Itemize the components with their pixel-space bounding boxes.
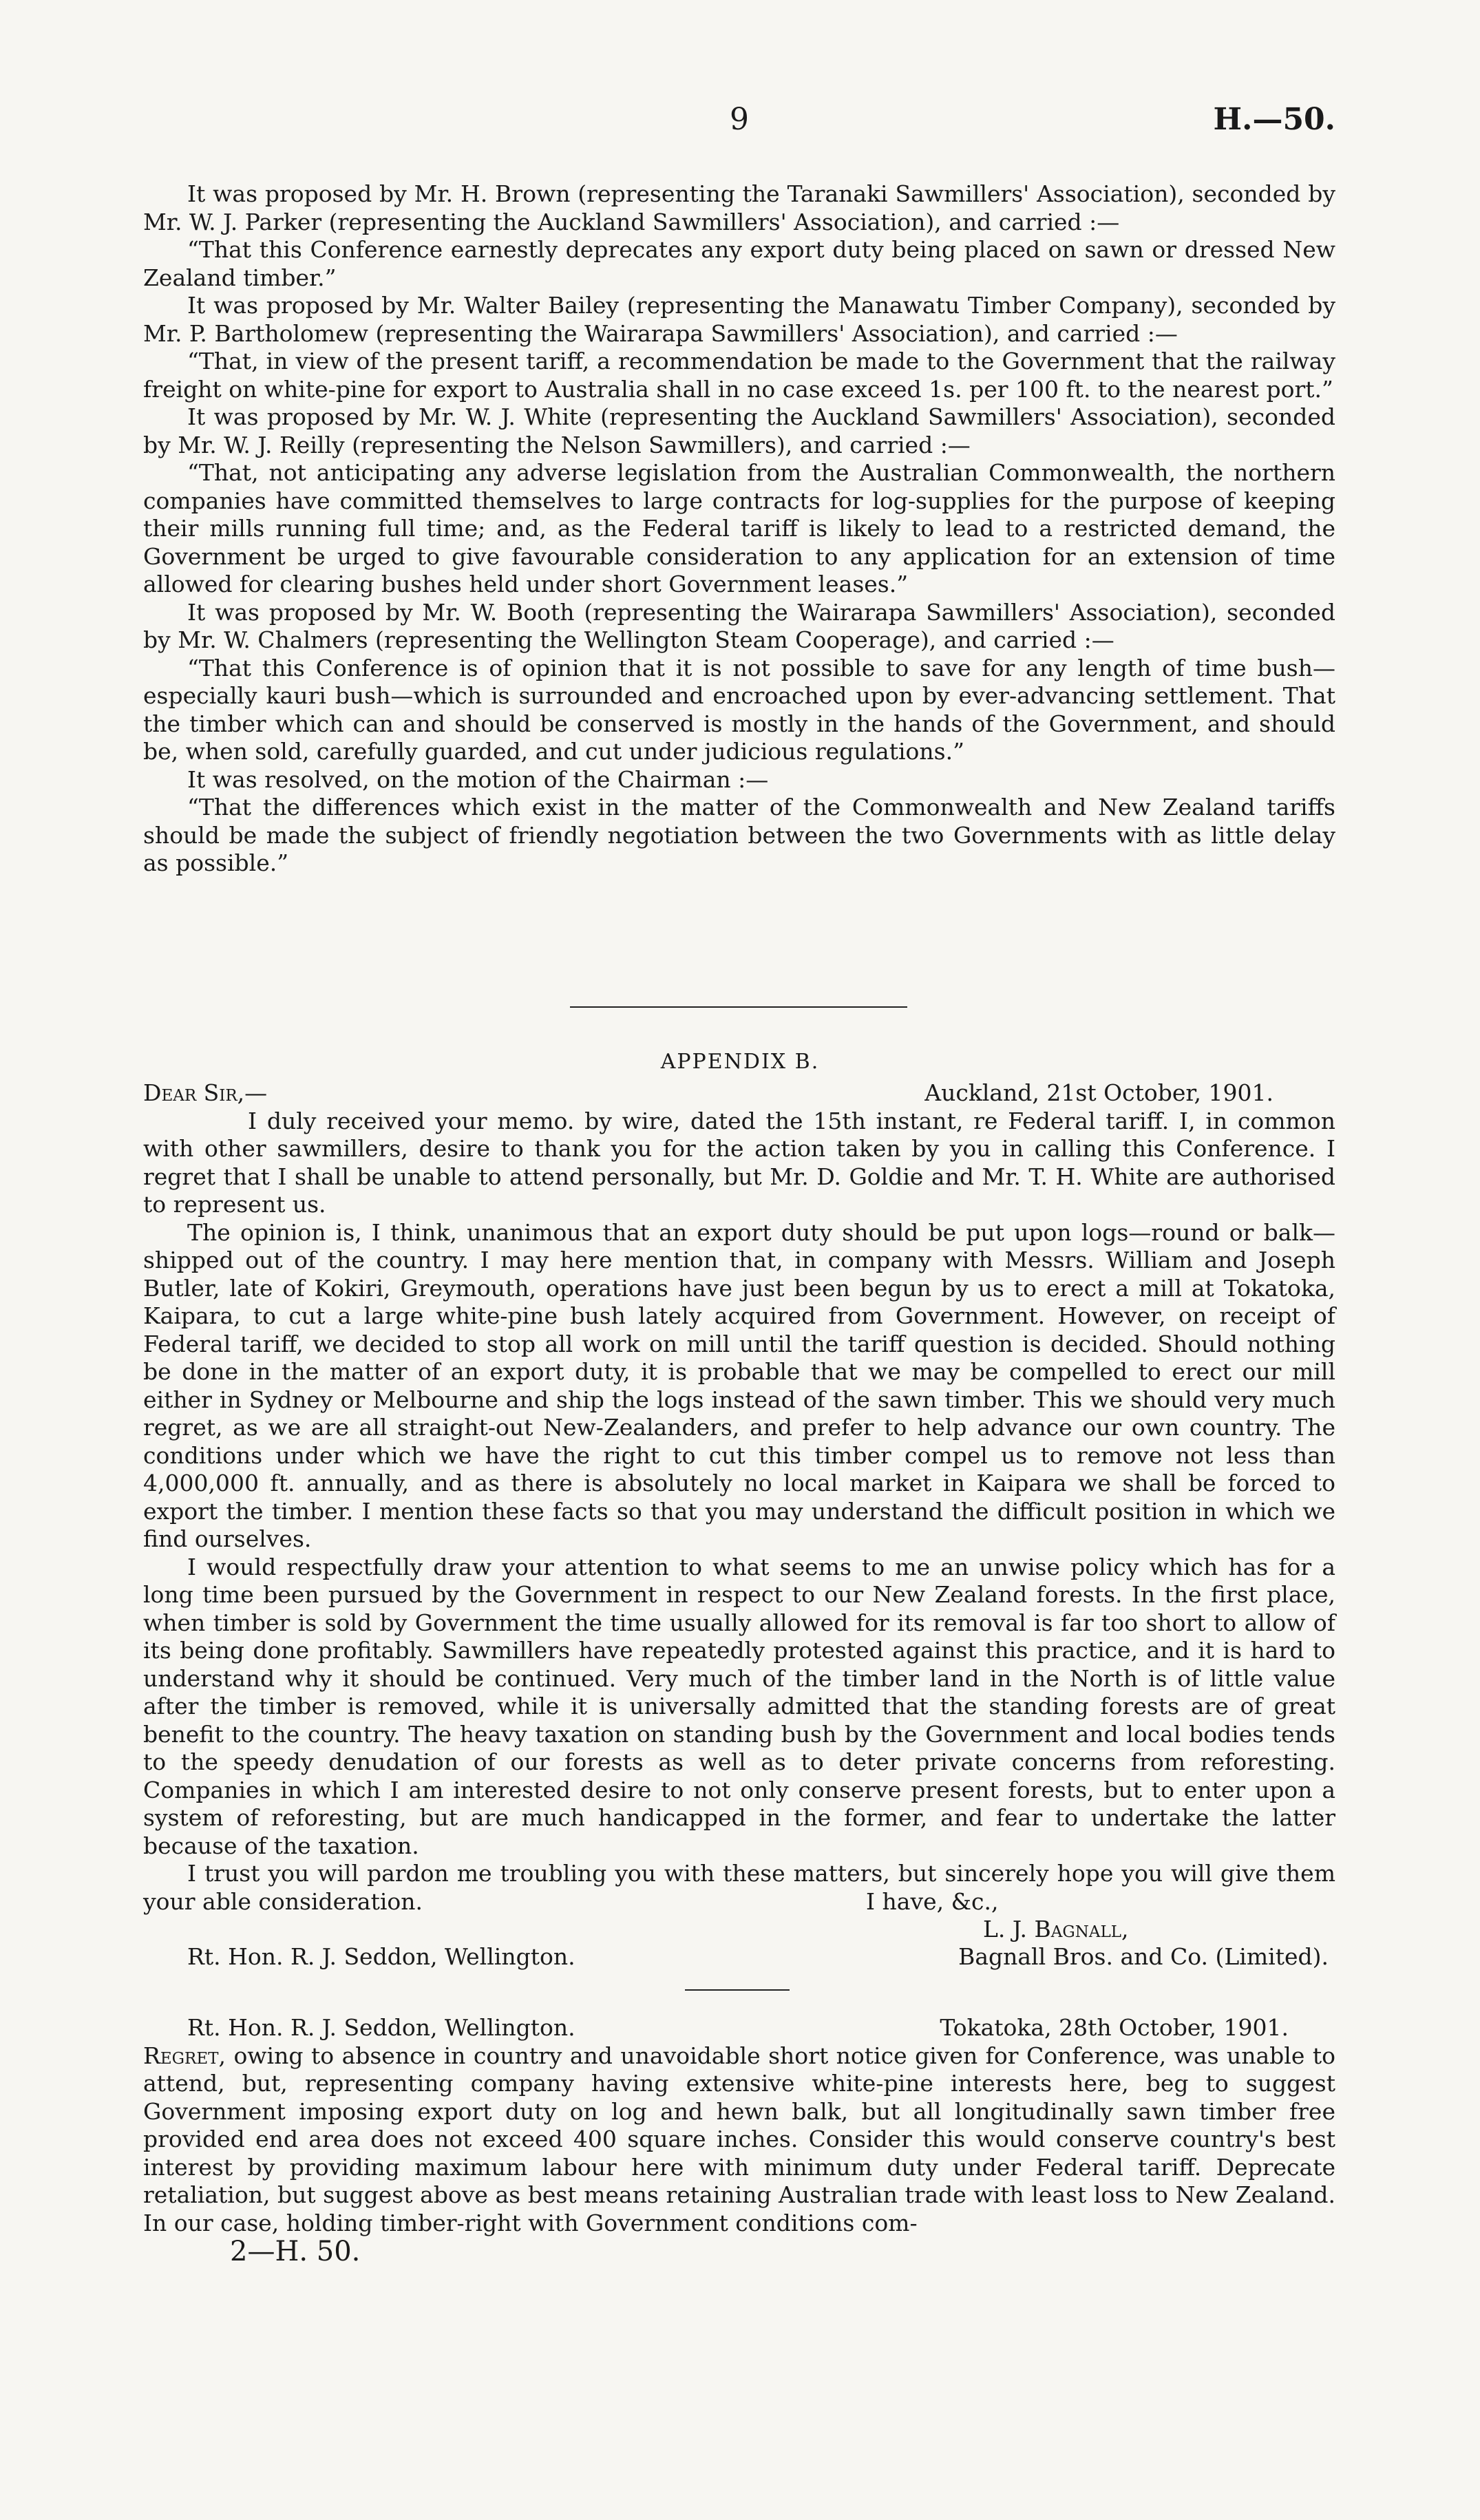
motion-paragraph: It was proposed by Mr. H. Brown (representing the Taranaki Sawmillers' Association), seconded by Mr. W. J. Parker (representing the Auckland Sawmillers' Association), and carried :— [143,180,1335,235]
proceedings-section [143,180,1335,878]
letter-divider [685,1989,790,1991]
resolution-paragraph: “That the differences which exist in the matter of the Commonwealth and New Zealand tariffs should be made the subject of friendly negotiation between the two Governments with as little delay as possible.” [143,794,1335,876]
addressee: Rt. Hon. R. J. Seddon, Wellington. [187,1943,575,1970]
letter-paragraph: I trust you will pardon me troubling you with these matters, but sincerely hope you will give them your able consideration. [143,1860,1335,1915]
telegram-paragraph [143,2042,1335,2238]
letter-paragraph: I duly received your memo. by wire, dated the 15th instant, re Federal tariff. I, in common with other sawmillers, desire to thank you for the action taken by you in calling this Conference. I regret that I shall be unable to attend personally, but Mr. D. Goldie and Mr. T. H. White are authorised to represent us. [143,1107,1335,1218]
letter-one [143,1079,1335,1971]
first-word: Regret, [143,2042,226,2069]
motion-paragraph: It was resolved, on the motion of the Chairman :— [187,765,769,793]
signature-mark: 2—H. 50. [230,2236,361,2267]
motion-paragraph: It was proposed by Mr. Walter Bailey (representing the Manawatu Timber Company), seconded by Mr. P. Bartholomew (representing the Wairarapa Sawmillers' Association), and carried :— [143,292,1335,347]
resolution-paragraph: “That this Conference earnestly deprecates any export duty being placed on sawn or dressed New Zealand timber.” [143,236,1335,291]
addressee-row [143,1943,1335,1971]
motion-paragraph: It was proposed by Mr. W. J. White (representing the Auckland Sawmillers' Association), seconded by Mr. W. J. Reilly (representing the Nelson Sawmillers), and carried :— [143,403,1335,458]
closing-row [143,1888,1335,1943]
document-code: H.—50. [1213,102,1335,137]
addressee: Rt. Hon. R. J. Seddon, Wellington. [187,2014,575,2041]
letter-paragraph: The opinion is, I think, unanimous that an export duty should be put upon logs—round or balk—shipped out of the country. I may here mention that, in company with Messrs. William and Joseph Butler, late of Kokiri, Greymouth, operations have just been begun by us to erect a mill at Tokatoka, Kaipara, to cut a large white-pine bush lately acquired from Government. However, on receipt of Federal tariff, we decided to stop all work on mill until the tariff question is decided. Should nothing be done in the matter of an export duty, it is probable that we may be compelled to erect our mill either in Sydney or Melbourne and ship the logs instead of the sawn timber. This we should very much regret, as we are all straight-out New-Zealanders, and prefer to help advance our own country. The conditions under which we have the right to cut this timber compel us to remove not less than 4,000,000 ft. annually, and as there is absolutely no local market in Kaipara we shall be forced to export the timber. I mention these facts so that you may understand the difficult position in which we find ourselves. [143,1218,1335,1552]
place-date: Auckland, 21st October, 1901. [924,1079,1273,1106]
salutation: Dear Sir,— [143,1079,268,1106]
closing: I have, &c., [866,1888,999,1915]
resolution-paragraph: “That this Conference is of opinion that it is not possible to save for any length of time bush—especially kauri bush—which is surrounded and encroached upon by ever-advancing settlement. That the timber which can and should be conserved is mostly in the hands of the Government, and should be, when sold, carefully guarded, and cut under judicious regulations.” [143,654,1335,765]
telegram-body: owing to absence in country and unavoidable short notice given for Conference, was unable to attend, but, representing company having extensive white-pine interests here, beg to suggest Government imposing export duty on log and hewn balk, but all longitudinally sawn timber free provided end area does not exceed 400 square inches. Consider this would conserve country's best interest by providing maximum labour here with minimum duty under Federal tariff. Deprecate retaliation, but suggest above as best means retaining Australian trade with least loss to New Zealand. In our case, holding timber-right with Government conditions com- [143,2042,1335,2236]
letter-heading-row [143,1079,1335,1108]
resolution-paragraph: “That, in view of the present tariff, a recommendation be made to the Government that the railway freight on white-pine for export to Australia shall in no case exceed 1s. per 100 ft. to the nearest port.” [143,348,1335,403]
motion-paragraph: It was proposed by Mr. W. Booth (representing the Wairarapa Sawmillers' Association), seconded by Mr. W. Chalmers (representing the Wellington Steam Cooperage), and carried :— [143,598,1335,653]
letter-paragraph: I would respectfully draw your attention to what seems to me an unwise policy which has for a long time been pursued by the Government in respect to our New Zealand forests. In the first place, when timber is sold by Government the time usually allowed for its removal is far too short to allow of its being done profitably. Sawmillers have repeatedly protested against this practice, and it is hard to understand why it should be continued. Very much of the timber land in the North is of little value after the timber is removed, while it is universally admitted that the standing forests are of great benefit to the country. The heavy taxation on standing bush by the Government and local bodies tends to the speedy denudation of our forests as well as to deter private concerns from reforesting. Companies in which I am interested desire to not only conserve present forests, but to enter upon a system of reforesting, but are much handicapped in the former, and fear to undertake the latter because of the taxation. [143,1553,1335,1859]
page-number: 9 [730,102,749,137]
letter-heading-row [143,2014,1335,2042]
letter-two [143,2014,1335,2237]
resolution-paragraph: “That, not anticipating any adverse legislation from the Australian Commonwealth, the northern companies have committed themselves to large contracts for log-supplies for the purpose of keeping their mills running full time; and, as the Federal tariff is likely to lead to a restricted demand, the Government be urged to give favourable consideration to any application for an extension of time allowed for clearing bushes held under short Government leases.” [143,459,1335,597]
appendix-title: APPENDIX B. [660,1050,820,1074]
company: Bagnall Bros. and Co. (Limited). [958,1943,1329,1970]
signatory: L. J. Bagnall, [983,1916,1129,1942]
section-divider [570,1006,907,1008]
place-date: Tokatoka, 28th October, 1901. [940,2014,1289,2041]
page-header [143,102,1335,150]
